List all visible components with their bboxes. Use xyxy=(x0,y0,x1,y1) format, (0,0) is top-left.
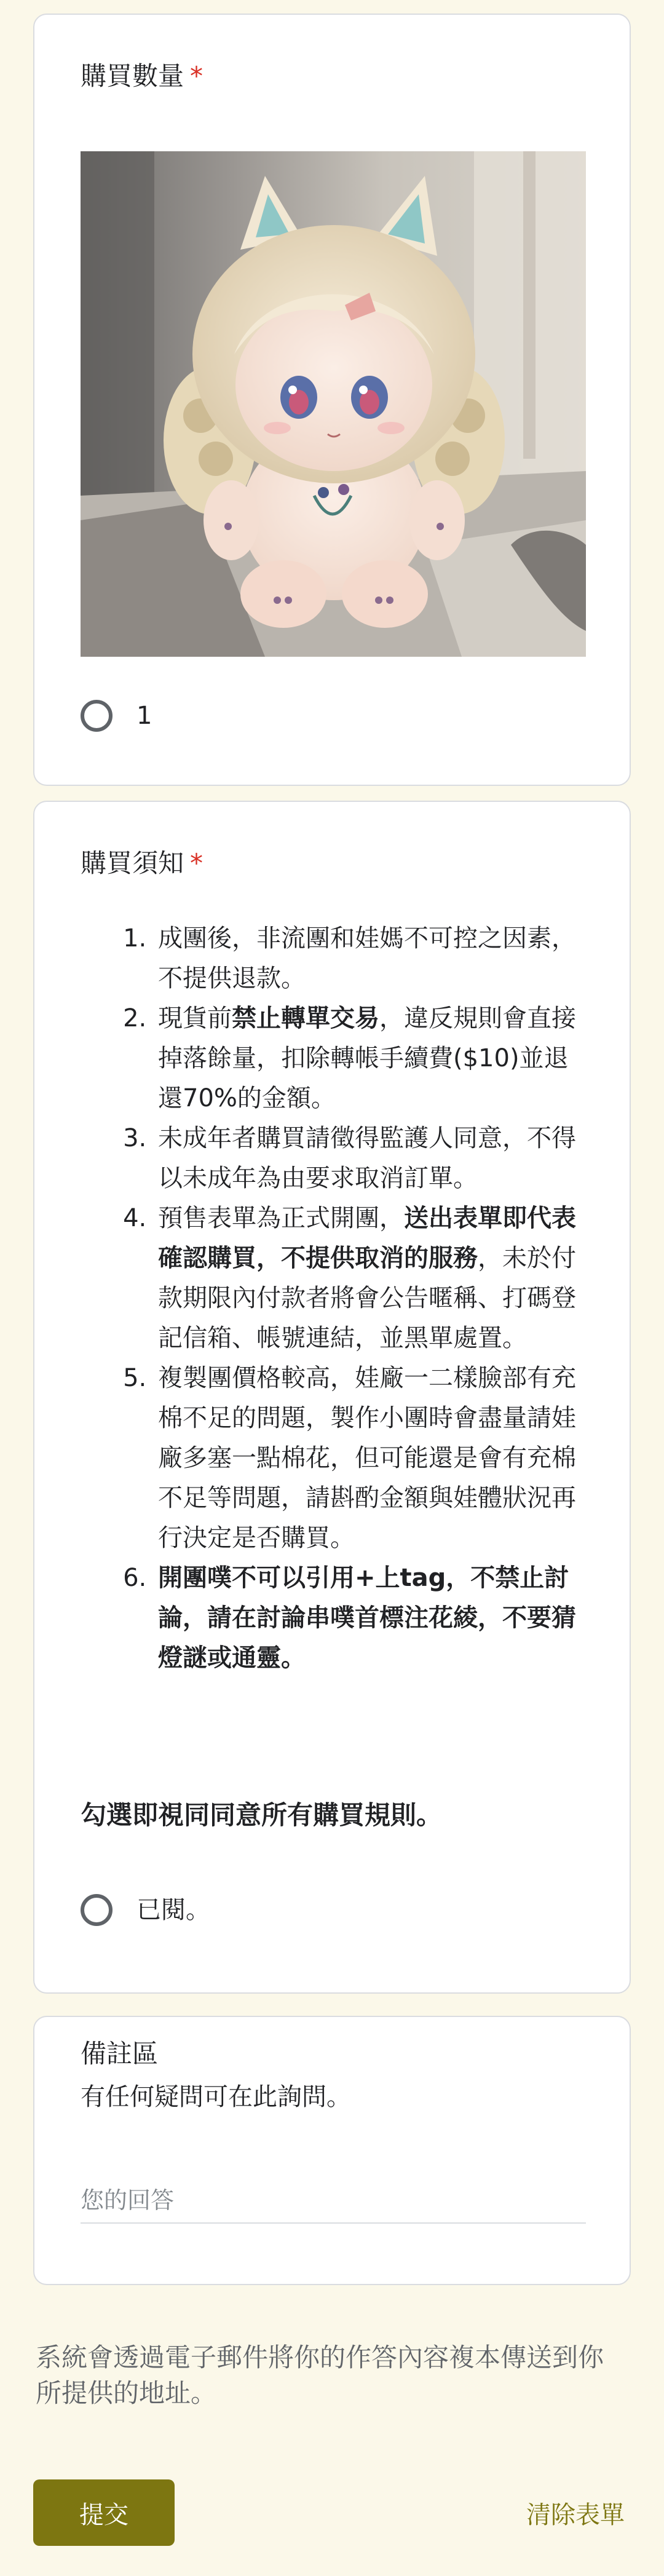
terms-list xyxy=(81,919,591,1678)
read-confirmation-radio[interactable] xyxy=(81,1894,113,1926)
agreement-statement: 勾選即視同同意所有購買規則。 xyxy=(81,1800,443,1830)
terms-item xyxy=(154,919,591,999)
terms-item-text: ，違反規則會直接掉落餘量，扣除轉帳手續費($10)並退還70%的金額。 xyxy=(158,1004,576,1112)
required-asterisk: * xyxy=(190,61,204,91)
read-confirmation-label: 已閱。 xyxy=(136,1896,210,1924)
terms-item xyxy=(154,1119,591,1199)
email-copy-notice: 系統會透過電子郵件將你的作答內容複本傳送到你所提供的地址。 xyxy=(36,2342,604,2408)
terms-item-text: 成團後，非流團和娃媽不可控之因素，不提供退款。 xyxy=(158,924,576,993)
quantity-question-card xyxy=(33,14,631,786)
terms-question-card xyxy=(33,801,631,1994)
terms-item-text: 預售表單為正式開團， xyxy=(158,1204,404,1232)
submit-button[interactable]: 提交 xyxy=(33,2479,175,2546)
terms-item-text: 禁止轉單交易 xyxy=(232,1004,379,1032)
quantity-option-radio[interactable] xyxy=(81,700,113,732)
question-title: 購買數量 * xyxy=(81,61,204,91)
terms-item-text: 開團噗不可以引用+上tag，不禁止討論，請在討論串噗首標注花綾，不要猜燈謎或通靈。 xyxy=(158,1564,576,1672)
terms-item-text: 未成年者購買請徵得監護人同意，不得以未成年為由要求取消訂單。 xyxy=(158,1124,576,1192)
plush-doll-photo xyxy=(81,151,586,657)
terms-item-text: 送出表單即代表確認購買，不提供取消的服務 xyxy=(158,1204,576,1272)
question-description: 有任何疑問可在此詢問。 xyxy=(81,2083,351,2111)
required-asterisk: * xyxy=(190,848,204,878)
question-title: 備註區 xyxy=(81,2039,159,2069)
terms-item xyxy=(154,1199,591,1358)
quantity-option-label: 1 xyxy=(136,702,152,730)
terms-item xyxy=(154,999,591,1119)
terms-item-text: 複製團價格較高，娃廠一二樣臉部有充棉不足的問題，製作小團時會盡量請娃廠多塞一點棉花，但可能還是會有充棉不足等問題，請斟酌金額與娃體狀況再行決定是否購買。 xyxy=(158,1364,576,1552)
notes-question-card xyxy=(33,2016,631,2285)
terms-item xyxy=(154,1358,591,1558)
terms-item-text: ，未於付款期限內付款者將會公告暱稱、打碼登記信箱、帳號連結，並黑單處置。 xyxy=(158,1244,576,1352)
terms-item xyxy=(154,1558,591,1678)
question-title: 購買須知 * xyxy=(81,848,204,878)
terms-item-text: 現貨前 xyxy=(158,1004,232,1032)
clear-form-button[interactable]: 清除表單 xyxy=(520,2479,631,2546)
answer-input[interactable] xyxy=(81,2178,586,2224)
